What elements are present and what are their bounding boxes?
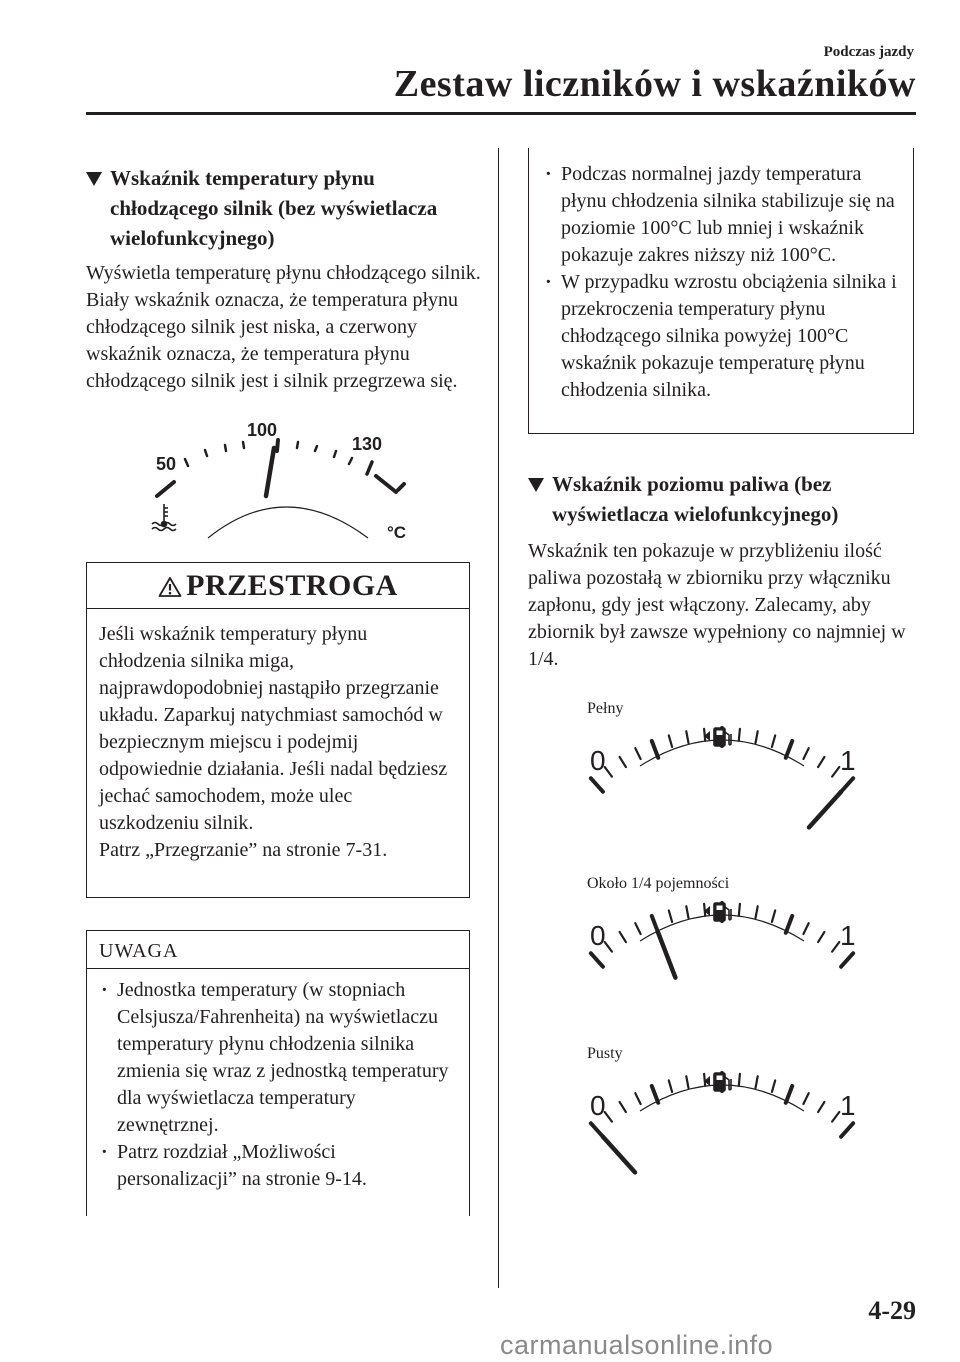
note-item: · Jednostka temperatury (w stopniach Celsjusza/Fahrenheita) na wyświetlaczu temperatury płynu chłodzenia silnika zmienia się wraz z jednostką temperatury dla wyświetlacza temperatury zewnętrznej. — [99, 977, 455, 1139]
fuel-gauge-tick — [669, 735, 672, 747]
fuel-gauge-needle — [658, 933, 675, 978]
fuel-gauge-tick — [832, 767, 839, 777]
gauge-arc — [208, 507, 368, 538]
fuel-gauge-tick — [591, 1123, 603, 1136]
fuel-gauge-tick — [841, 953, 853, 966]
gauge-label-low: 50 — [156, 454, 177, 474]
fuel-gauge-tick — [841, 1123, 853, 1136]
fuel-gauge-tick — [841, 778, 853, 791]
fuel-pump-icon — [704, 728, 731, 746]
fuel-gauge-tick — [803, 1093, 808, 1104]
fuel-gauge-tick — [620, 757, 626, 767]
gauge-hot-marker — [376, 476, 396, 492]
fuel-gauge-full — [582, 718, 862, 838]
fuel-gauge-tick — [803, 748, 808, 759]
fuel-section-heading: Wskaźnik poziomu paliwa (bez wyświetlacza wielofunkcyjnego) — [528, 469, 914, 529]
fuel-pump-hose — [725, 1077, 731, 1090]
fuel-pump-hose — [725, 907, 731, 920]
fuel-gauge-tick — [756, 1076, 758, 1088]
caution-text: Jeśli wskaźnik temperatury płynu chłodzenia silnika miga, najprawdopodobniej nastąpiło przegrzanie układu. Zaparkuj natychmiast samochód w bezpiecznym miejscu i podejmij odpowiednie działania. Jeśli nadal będziesz jechać samochodem, może ulec uszkodzeniu silnik. — [99, 623, 448, 834]
note-title: UWAGA — [87, 931, 469, 969]
fuel-gauge-tick — [652, 1086, 658, 1103]
gauge-cold-marker — [157, 482, 174, 496]
caution-title: PRZESTROGA — [87, 566, 469, 606]
fuel-gauge-tick — [652, 741, 658, 758]
fuel-gauge-tick — [669, 910, 672, 922]
fuel-gauge-tick — [635, 1093, 640, 1104]
fuel-gauge-tick — [786, 741, 792, 758]
gauge-label-high: 130 — [352, 434, 383, 454]
fuel-gauge-tick — [756, 731, 758, 743]
fuel-gauge-empty — [582, 1063, 862, 1183]
fuel-gauge-scale-max: 1 — [840, 920, 856, 951]
fuel-pump-window — [717, 906, 723, 911]
caution-body — [87, 609, 469, 864]
temperature-note-item: · Podczas normalnej jazdy temperatura płynu chłodzenia silnika stabilizuje się na poziomie 100°C lub mniej i wskaźnik pokazuje zakres niższy niż 100°C. — [543, 161, 901, 269]
fuel-gauge-scale-min: 0 — [590, 745, 606, 776]
fuel-gauge-tick — [686, 1076, 688, 1088]
fuel-gauge-tick — [818, 932, 824, 942]
fuel-description: Wskaźnik ten pokazuje w przybliżeniu ilość paliwa pozostałą w zbiorniku przy włączniku zapłonu, gdy jest włączony. Zalecamy, aby zbiornik był zawsze wypełniony co najmniej w 1/4. — [528, 540, 906, 670]
caution-reference: Patrz „Przegrzanie” na stronie 7-31. — [99, 839, 388, 861]
fuel-gauge-tick — [686, 906, 688, 918]
note-box — [86, 930, 470, 1216]
fuel-pump-hose — [725, 732, 731, 745]
fuel-gauge-tick — [605, 1112, 612, 1122]
fuel-gauge-tick — [786, 916, 792, 933]
gauge-unit-label: °C — [387, 523, 407, 542]
fuel-gauge-label-empty: Pusty — [587, 1045, 623, 1062]
page-number: 4-29 — [868, 1296, 916, 1325]
fuel-gauge-scale-min: 0 — [590, 1090, 606, 1121]
fuel-pump-icon — [704, 903, 731, 921]
caution-box — [86, 562, 470, 898]
fuel-gauge-tick — [739, 729, 740, 741]
fuel-gauge-label-quarter: Około 1/4 pojemności — [587, 875, 730, 892]
fuel-gauge-tick — [756, 906, 758, 918]
fuel-gauge-tick — [772, 735, 775, 747]
coolant-section-heading: Wskaźnik temperatury płynu chłodzącego silnik (bez wyświetlacza wielofunkcyjnego) — [86, 163, 466, 253]
fuel-gauge-tick — [652, 916, 658, 933]
coolant-temperature-gauge — [140, 418, 430, 558]
fuel-gauge-tick — [772, 1080, 775, 1092]
fuel-gauge-tick — [818, 757, 824, 767]
fuel-gauge-needle — [603, 1137, 635, 1173]
temperature-note-item: · W przypadku wzrostu obciążenia silnika i przekroczenia temperatury płynu chłodzącego silnika powyżej 100°C wskaźnik pokazuje temperaturę płynu chłodzenia silnika. — [543, 269, 901, 404]
fuel-gauge-scale-max: 1 — [840, 1090, 856, 1121]
fuel-gauge-tick — [605, 942, 612, 952]
fuel-gauge-tick — [704, 729, 705, 741]
fuel-gauge-scale-max: 1 — [840, 745, 856, 776]
fuel-gauge-needle — [809, 792, 841, 828]
coolant-description: Wyświetla temperaturę płynu chłodzącego silnik. Biały wskaźnik oznacza, że temperatura płynu chłodzącego silnik jest niska, a czerwony wskaźnik oznacza, że temperatura płynu chłodzącego silnik jest i silnik przegrzewa się. — [86, 262, 481, 392]
fuel-gauge-tick — [818, 1102, 824, 1112]
fuel-pump-icon — [704, 1073, 731, 1091]
fuel-gauge-tick — [786, 1086, 792, 1103]
fuel-pump-window — [717, 1076, 723, 1081]
fuel-gauge-tick — [620, 932, 626, 942]
fuel-gauge-label-full: Pełny — [587, 700, 624, 717]
fuel-gauge-quarter — [582, 893, 862, 1013]
fuel-gauge-tick — [704, 904, 705, 916]
column-divider — [498, 148, 499, 1288]
fuel-gauge-tick — [832, 1112, 839, 1122]
fuel-gauge-tick — [620, 1102, 626, 1112]
running-header-section: Podczas jazdy — [823, 44, 914, 60]
fuel-gauge-tick — [635, 923, 640, 934]
fuel-gauge-tick — [605, 767, 612, 777]
gauge-needle — [266, 448, 274, 496]
fuel-pump-window — [717, 731, 723, 736]
fuel-gauge-tick — [704, 1074, 705, 1086]
fuel-gauge-tick — [686, 731, 688, 743]
fuel-gauge-tick — [635, 748, 640, 759]
watermark: carmanualsonline.info — [500, 1330, 774, 1360]
fuel-gauge-tick — [772, 910, 775, 922]
fuel-gauge-tick — [591, 953, 603, 966]
fuel-gauge-tick — [669, 1080, 672, 1092]
temperature-note-list — [529, 148, 913, 404]
note-item: · Patrz rozdział „Możliwości personalizacji” na stronie 9-14. — [99, 1139, 455, 1193]
section-triangle-icon — [528, 478, 544, 492]
fuel-gauge-tick — [803, 923, 808, 934]
header-rule — [86, 112, 916, 115]
fuel-gauge-tick — [739, 904, 740, 916]
gauge-label-mid: 100 — [247, 420, 278, 440]
section-triangle-icon — [86, 172, 102, 186]
warning-triangle-icon — [158, 576, 182, 598]
fuel-gauge-tick — [591, 778, 603, 791]
fuel-gauge-tick — [832, 942, 839, 952]
fuel-gauge-scale-min: 0 — [590, 920, 606, 951]
coolant-temperature-icon — [152, 504, 176, 531]
gauge-ticks — [185, 440, 372, 474]
caution-header — [87, 563, 469, 609]
fuel-gauge-tick — [739, 1074, 740, 1086]
note-list — [87, 969, 469, 1193]
page-title: Zestaw liczników i wskaźników — [393, 63, 916, 105]
temperature-note-box — [528, 148, 914, 434]
